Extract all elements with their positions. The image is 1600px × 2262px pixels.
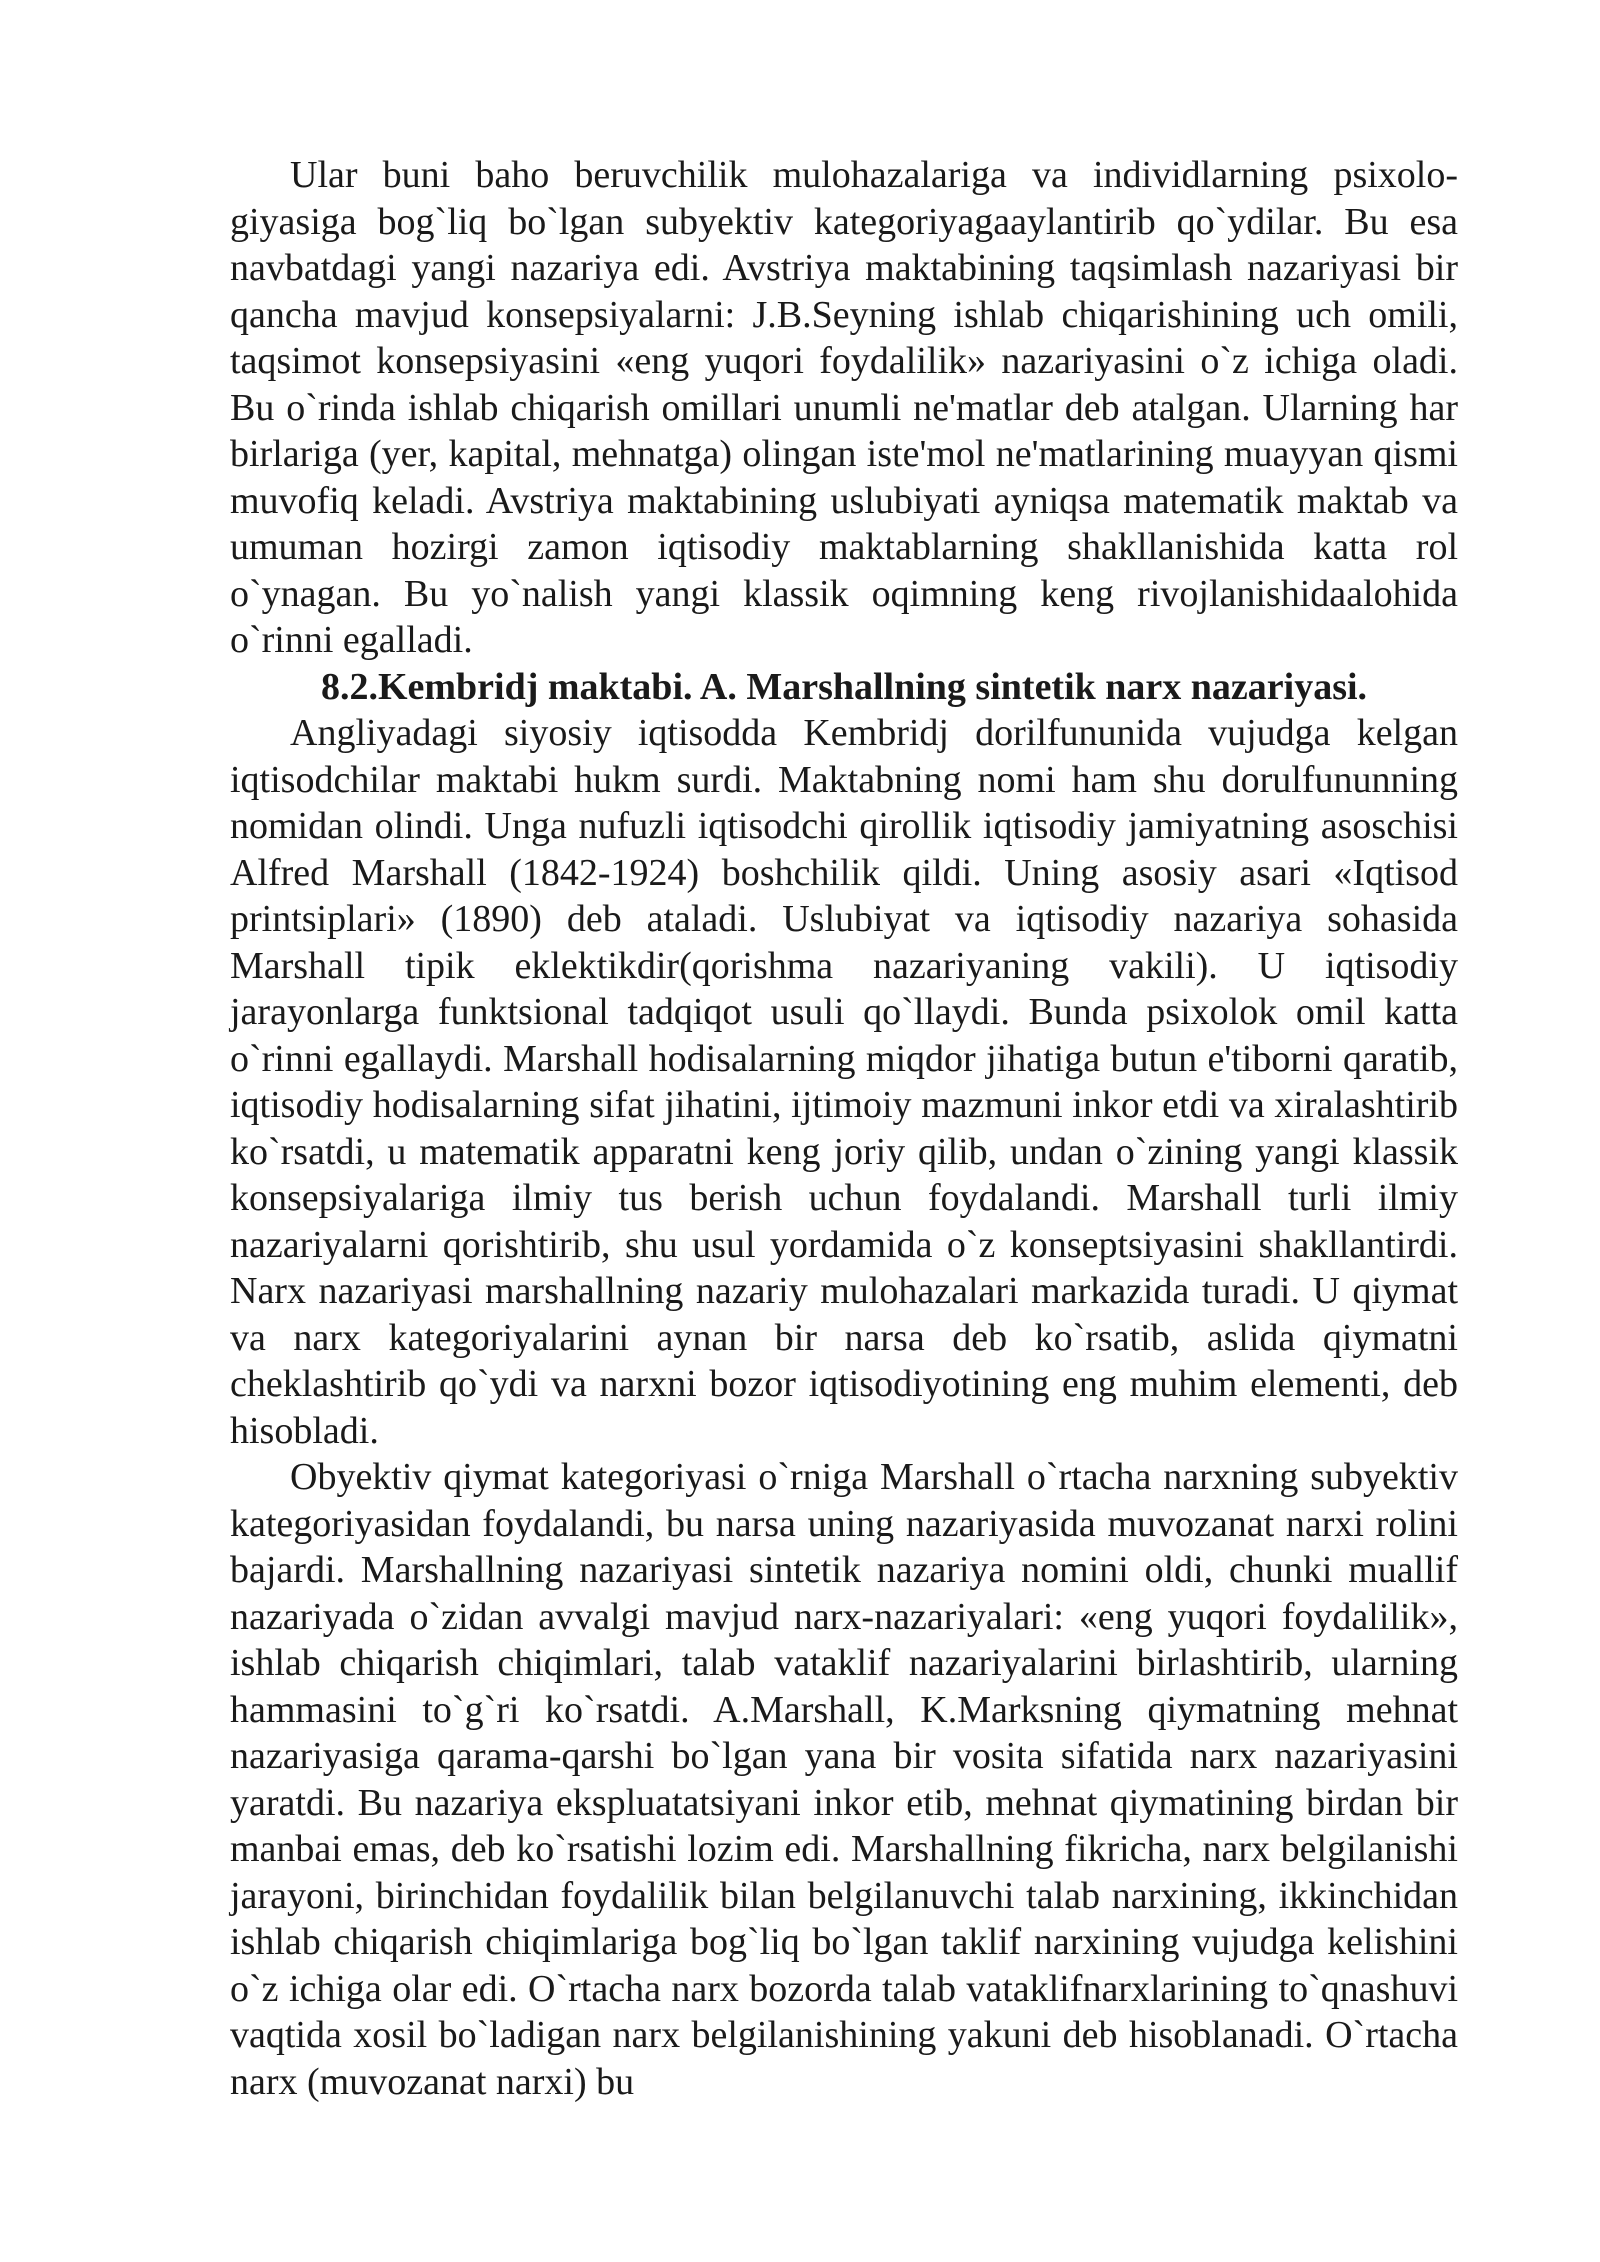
- body-paragraph-1: Ular buni baho beruvchilik mulohazalariga va individlarning psixolo-giyasiga bog`liq bo`lgan subyektiv kategoriyagaaylantirib qo`ydilar. Bu esa navbatdagi yangi nazariya edi. Avstriya maktabining taqsimlash nazariyasi bir qancha mavjud konsepsiyalarni: J.B.Seyning ishlab chiqarishining uch omili, taqsimot konsepsiyasini «eng yuqori foydalilik» nazariyasini o`z ichiga oladi. Bu o`rinda ishlab chiqarish omillari unumli ne'matlar deb atalgan. Ularning har birlariga (yer, kapital, mehnatga) olingan iste'mol ne'matlarining muayyan qismi muvofiq keladi. Avstriya maktabining uslubiyati ayniqsa matematik maktab va umuman hozirgi zamon iqtisodiy maktablarning shakllanishida katta rol o`ynagan. Bu yo`nalish yangi klassik oqimning keng rivojlanishidaalohida o`rinni egalladi.: [230, 154, 1458, 661]
- body-paragraph-2: Angliyadagi siyosiy iqtisodda Kembridj dorilfununida vujudga kelgan iqtisodchilar maktabi hukm surdi. Maktabning nomi ham shu dorulfununning nomidan olindi. Unga nufuzli iqtisodchi qirollik iqtisodiy jamiyatning asoschisi Alfred Marshall (1842-1924) boshchilik qildi. Uning asosiy asari «Iqtisod printsiplari» (1890) deb ataladi. Uslubiyat va iqtisodiy nazariya sohasida Marshall tipik eklektikdir(qorishma nazariyaning vakili). U iqtisodiy jarayonlarga funktsional tadqiqot usuli qo`llaydi. Bunda psixolok omil katta o`rinni egallaydi. Marshall hodisalarning miqdor jihatiga butun e'tiborni qaratib, iqtisodiy hodisalarning sifat jihatini, ijtimoiy mazmuni inkor etdi va xiralashtirib ko`rsatdi, u matematik apparatni keng joriy qilib, undan o`zining yangi klassik konsepsiyalariga ilmiy tus berish uchun foydalandi. Marshall turli ilmiy nazariyalarni qorishtirib, shu usul yordamida o`z konseptsiyasini shakllantirdi. Narx nazariyasi marshallning nazariy mulohazalari markazida turadi. U qiymat va narx kategoriyalarini aynan bir narsa deb ko`rsatib, aslida qiymatni cheklashtirib qo`ydi va narxni bozor iqtisodiyotining eng muhim elementi, deb hisobladi.: [230, 712, 1458, 1452]
- document-page: [230, 152, 1458, 2105]
- section-heading: 8.2.Kembridj maktabi. A. Marshallning sintetik narx nazariyasi.: [320, 665, 1368, 708]
- body-paragraph-3: Obyektiv qiymat kategoriyasi o`rniga Marshall o`rtacha narxning subyektiv kategoriyasidan foydalandi, bu narsa uning nazariyasida muvozanat narxi rolini bajardi. Marshallning nazariyasi sintetik nazariya nomini oldi, chunki muallif nazariyada o`zidan avvalgi mavjud narx-nazariyalari: «eng yuqori foydalilik», ishlab chiqarish chiqimlari, talab vataklif nazariyalarini birlashtirib, ularning hammasini to`g`ri ko`rsatdi. A.Marshall, K.Marksning qiymatning mehnat nazariyasiga qarama-qarshi bo`lgan yana bir vosita sifatida narx nazariyasini yaratdi. Bu nazariya ekspluatatsiyani inkor etib, mehnat qiymatining birdan bir manbai emas, deb ko`rsatishi lozim edi. Marshallning fikricha, narx belgilanishi jarayoni, birinchidan foydalilik bilan belgilanuvchi talab narxining, ikkinchidan ishlab chiqarish chiqimlariga bog`liq bo`lgan taklif narxining vujudga kelishini o`z ichiga olar edi. O`rtacha narx bozorda talab vataklifnarxlarining to`qnashuvi vaqtida xosil bo`ladigan narx belgilanishining yakuni deb hisoblanadi. O`rtacha narx (muvozanat narxi) bu: [230, 1456, 1458, 2103]
